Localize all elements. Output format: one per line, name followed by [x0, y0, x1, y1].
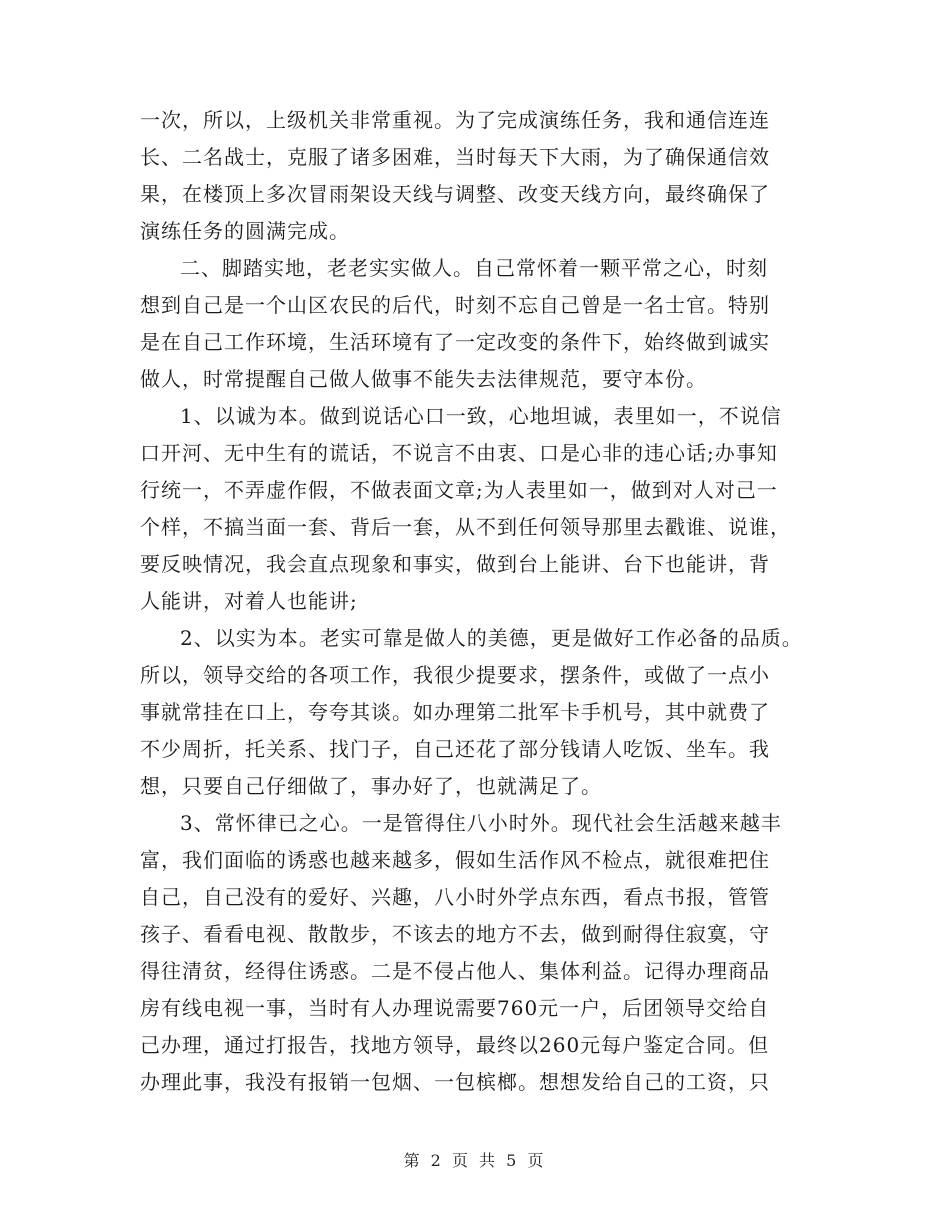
text-line: 人能讲，对着人也能讲;	[140, 589, 358, 613]
page-number-footer: 第 2 页 共 5 页	[403, 1151, 547, 1170]
text-line: 长、二名战士，克服了诸多困难，当时每天下大雨，为了确保通信效	[140, 145, 770, 169]
text-line: 孩子、看看电视、散散步，不该去的地方不去，做到耐得住寂寞，守	[140, 922, 770, 946]
text-line: 所以，领导交给的各项工作，我很少提要求，摆条件，或做了一点小	[140, 663, 770, 687]
paragraph-start-line: 2、以实为本。老实可靠是做人的美德，更是做好工作必备的品质。	[180, 626, 803, 650]
text-line: 做人，时常提醒自己做人做事不能失去法律规范，要守本份。	[140, 367, 707, 391]
text-line: 一次，所以，上级机关非常重视。为了完成演练任务，我和通信连连	[140, 108, 770, 132]
text-line: 得往清贫，经得住诱惑。二是不侵占他人、集体利益。记得办理商品	[140, 959, 770, 983]
text-line: 口开河、无中生有的谎话，不说言不由衷、口是心非的违心话;办事知	[140, 441, 778, 465]
text-line: 富，我们面临的诱惑也越来越多，假如生活作风不检点，就很难把住	[140, 848, 770, 872]
text-line: 想，只要自己仔细做了，事办好了，也就满足了。	[140, 774, 602, 798]
text-line: 自己，自己没有的爱好、兴趣，八小时外学点东西，看点书报，管管	[140, 885, 770, 909]
text-line: 果，在楼顶上多次冒雨架设天线与调整、改变天线方向，最终确保了	[140, 182, 770, 206]
text-line: 房有线电视一事，当时有人办理说需要760元一户，后团领导交给自	[140, 996, 770, 1020]
text-line: 演练任务的圆满完成。	[140, 219, 350, 243]
document-body	[140, 102, 820, 1101]
text-line: 事就常挂在口上，夸夸其谈。如办理第二批军卡手机号，其中就费了	[140, 700, 770, 724]
text-line: 想到自己是一个山区农民的后代，时刻不忘自己曾是一名士官。特别	[140, 293, 770, 317]
text-line: 个样，不搞当面一套、背后一套，从不到任何领导那里去戳谁、说谁，	[140, 515, 791, 539]
text-line: 行统一，不弄虚作假，不做表面文章;为人表里如一，做到对人对己一	[140, 478, 778, 502]
text-line: 己办理，通过打报告，找地方领导，最终以260元每户鉴定合同。但	[140, 1033, 770, 1057]
paragraph-start-line: 1、以诚为本。做到说话心口一致，心地坦诚，表里如一，不说信	[180, 404, 782, 428]
paragraph-start-line: 3、常怀律已之心。一是管得住八小时外。现代社会生活越来越丰	[180, 811, 782, 835]
paragraph-start-line: 二、脚踏实地，老老实实做人。自己常怀着一颗平常之心，时刻	[180, 256, 768, 280]
text-line: 办理此事，我没有报销一包烟、一包槟榔。想想发给自己的工资，只	[140, 1070, 770, 1094]
text-line: 要反映情况，我会直点现象和事实，做到台上能讲、台下也能讲，背	[140, 552, 770, 576]
text-line: 不少周折，托关系、找门子，自己还花了部分钱请人吃饭、坐车。我	[140, 737, 770, 761]
text-line: 是在自己工作环境，生活环境有了一定改变的条件下，始终做到诚实	[140, 330, 770, 354]
